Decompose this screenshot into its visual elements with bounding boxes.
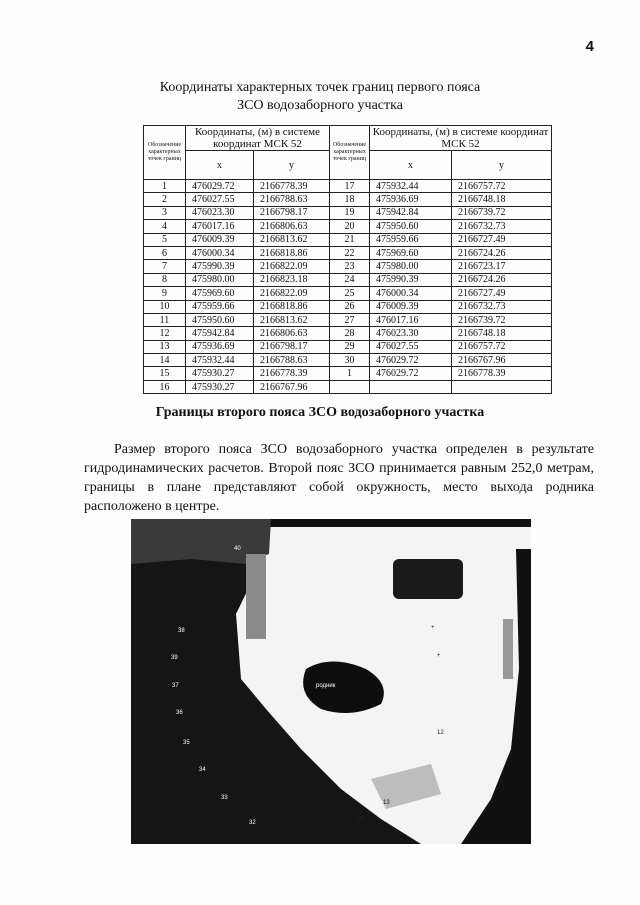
table-cell: 2166767.96	[254, 380, 330, 393]
table-row	[144, 193, 552, 206]
table-cell: 22	[330, 246, 370, 259]
table-cell: 475959.66	[370, 233, 452, 246]
table-cell: 16	[144, 380, 186, 393]
table-row	[144, 233, 552, 246]
coordinates-table	[143, 125, 552, 394]
table-cell: 2166767.96	[452, 354, 552, 367]
table-cell: 17	[330, 180, 370, 193]
table-cell: 13	[144, 340, 186, 353]
table-cell	[330, 380, 370, 393]
table-cell: 476027.55	[370, 340, 452, 353]
coordinates-table-body	[144, 180, 552, 394]
table-cell: 12	[144, 327, 186, 340]
table-cell: 476000.34	[370, 287, 452, 300]
header-x-left: x	[186, 151, 254, 180]
header-point-left: Обозначение характерных точек границ	[144, 126, 186, 180]
map-label-left-1: 39	[171, 655, 178, 661]
table-row	[144, 260, 552, 273]
header-x-right: x	[370, 151, 452, 180]
map-label-spring: родник	[316, 683, 336, 689]
table-cell: 475936.69	[370, 193, 452, 206]
table-cell: 11	[144, 313, 186, 326]
table-cell: 475942.84	[186, 327, 254, 340]
table-cell: 2166727.49	[452, 287, 552, 300]
table-cell: 3	[144, 206, 186, 219]
table-cell: 2166806.63	[254, 220, 330, 233]
table-cell: 475990.39	[370, 273, 452, 286]
table-cell: 14	[144, 354, 186, 367]
table-cell: 2166778.39	[254, 180, 330, 193]
table-cell: 475930.27	[186, 380, 254, 393]
map-graphic	[131, 519, 531, 844]
table-cell: 475936.69	[186, 340, 254, 353]
table-cell: 2166724.26	[452, 273, 552, 286]
table-cell: 2166788.63	[254, 193, 330, 206]
table-cell: 476029.72	[370, 354, 452, 367]
table-cell: 30	[330, 354, 370, 367]
table-cell: 2	[144, 193, 186, 206]
table-cell: 8	[144, 273, 186, 286]
table-row	[144, 367, 552, 380]
table-cell	[452, 380, 552, 393]
map-label-left-4: 35	[183, 740, 190, 746]
table-cell: 476000.34	[186, 246, 254, 259]
table-cell: 475969.60	[370, 246, 452, 259]
table-cell: 2166778.39	[254, 367, 330, 380]
map-label-left-7: 32	[249, 820, 256, 826]
table-row	[144, 354, 552, 367]
table-cell: 475950.60	[370, 220, 452, 233]
table-row	[144, 300, 552, 313]
table-cell: 2166823.18	[254, 273, 330, 286]
table-cell: 475990.39	[186, 260, 254, 273]
table-cell: 2166732.73	[452, 220, 552, 233]
map-building-top-right	[393, 559, 463, 599]
table-cell: 2166724.26	[452, 246, 552, 259]
table-row	[144, 380, 552, 393]
table-row	[144, 246, 552, 259]
map-cross-marker-icon-2: +	[437, 653, 441, 659]
header-y-right: y	[452, 151, 552, 180]
table-cell: 475932.44	[370, 180, 452, 193]
table-cell: 475980.00	[370, 260, 452, 273]
table-caption	[0, 79, 640, 115]
map-label-right-0: 12	[437, 730, 444, 736]
table-cell: 2166822.09	[254, 260, 330, 273]
header-coords-right: Координаты, (м) в системе координат МСК 52	[370, 126, 552, 151]
table-cell: 475959.66	[186, 300, 254, 313]
table-cell: 18	[330, 193, 370, 206]
table-cell: 5	[144, 233, 186, 246]
table-cell: 27	[330, 313, 370, 326]
table-cell: 476009.39	[370, 300, 452, 313]
table-cell: 2166723.17	[452, 260, 552, 273]
body-paragraph: Размер второго пояса ЗСО водозаборного участка определен в результате гидродинамических расчетов. Второй пояс ЗСО принимается равным 252,0 метрам, границы в плане представляют собой окружность, место выхода родника расположено в центре.	[84, 442, 594, 514]
map-right-strip	[503, 619, 513, 679]
table-caption-line-1: Координаты характерных точек границ первого пояса	[159, 80, 481, 95]
table-row	[144, 220, 552, 233]
table-cell: 476023.30	[370, 327, 452, 340]
table-cell: 2166739.72	[452, 206, 552, 219]
table-cell: 6	[144, 246, 186, 259]
table-row	[144, 206, 552, 219]
table-cell: 475942.84	[370, 206, 452, 219]
table-cell: 2166806.63	[254, 327, 330, 340]
table-cell: 26	[330, 300, 370, 313]
table-cell: 1	[330, 367, 370, 380]
table-cell: 19	[330, 206, 370, 219]
table-caption-line-2: ЗСО водозаборного участка	[237, 98, 403, 113]
table-row	[144, 273, 552, 286]
table-cell: 476009.39	[186, 233, 254, 246]
map-road-strip	[246, 554, 266, 639]
map-label-left-5: 34	[199, 767, 206, 773]
map-label-left-2: 37	[172, 683, 179, 689]
table-cell: 2166757.72	[452, 180, 552, 193]
map-label-left-0: 38	[178, 628, 185, 634]
table-cell: 476027.55	[186, 193, 254, 206]
map-cross-marker-icon: +	[431, 625, 435, 631]
table-row	[144, 327, 552, 340]
map-label-right-1: 13	[383, 800, 390, 806]
table-cell: 2166798.17	[254, 340, 330, 353]
header-coords-left: Координаты, (м) в системе координат МСК 52	[186, 126, 330, 151]
table-cell: 475950.60	[186, 313, 254, 326]
table-row	[144, 340, 552, 353]
map-label-left-3: 36	[176, 710, 183, 716]
table-row	[144, 287, 552, 300]
table-cell: 476023.30	[186, 206, 254, 219]
table-cell: 2166798.17	[254, 206, 330, 219]
table-cell: 2166739.72	[452, 313, 552, 326]
table-cell: 2166748.18	[452, 193, 552, 206]
table-cell: 475980.00	[186, 273, 254, 286]
table-cell: 10	[144, 300, 186, 313]
header-y-left: y	[254, 151, 330, 180]
map-image	[131, 519, 531, 844]
table-cell: 1	[144, 180, 186, 193]
table-row	[144, 313, 552, 326]
table-cell: 2166732.73	[452, 300, 552, 313]
table-cell: 9	[144, 287, 186, 300]
table-cell: 2166818.86	[254, 300, 330, 313]
table-row	[144, 180, 552, 193]
table-cell: 2166822.09	[254, 287, 330, 300]
map-label-right-2: 14	[357, 816, 364, 822]
table-cell: 4	[144, 220, 186, 233]
table-cell: 2166788.63	[254, 354, 330, 367]
table-cell: 2166778.39	[452, 367, 552, 380]
table-cell: 7	[144, 260, 186, 273]
table-cell: 28	[330, 327, 370, 340]
map-label-top: 40	[234, 546, 241, 552]
table-cell	[370, 380, 452, 393]
table-cell: 2166757.72	[452, 340, 552, 353]
table-cell: 24	[330, 273, 370, 286]
table-cell: 21	[330, 233, 370, 246]
table-cell: 476029.72	[370, 367, 452, 380]
table-cell: 2166813.62	[254, 233, 330, 246]
table-cell: 15	[144, 367, 186, 380]
table-cell: 475969.60	[186, 287, 254, 300]
table-cell: 475932.44	[186, 354, 254, 367]
table-cell: 2166818.86	[254, 246, 330, 259]
table-cell: 23	[330, 260, 370, 273]
table-cell: 20	[330, 220, 370, 233]
map-label-left-6: 33	[221, 795, 228, 801]
table-cell: 476029.72	[186, 180, 254, 193]
section-heading: Границы второго пояса ЗСО водозаборного участка	[155, 405, 485, 420]
header-point-right: Обозначение характерных точек границ	[330, 126, 370, 180]
table-cell: 476017.16	[186, 220, 254, 233]
table-cell: 2166748.18	[452, 327, 552, 340]
table-cell: 2166727.49	[452, 233, 552, 246]
table-cell: 2166813.62	[254, 313, 330, 326]
table-cell: 475930.27	[186, 367, 254, 380]
table-cell: 25	[330, 287, 370, 300]
page-number: 4	[585, 38, 594, 55]
table-cell: 476017.16	[370, 313, 452, 326]
table-cell: 29	[330, 340, 370, 353]
